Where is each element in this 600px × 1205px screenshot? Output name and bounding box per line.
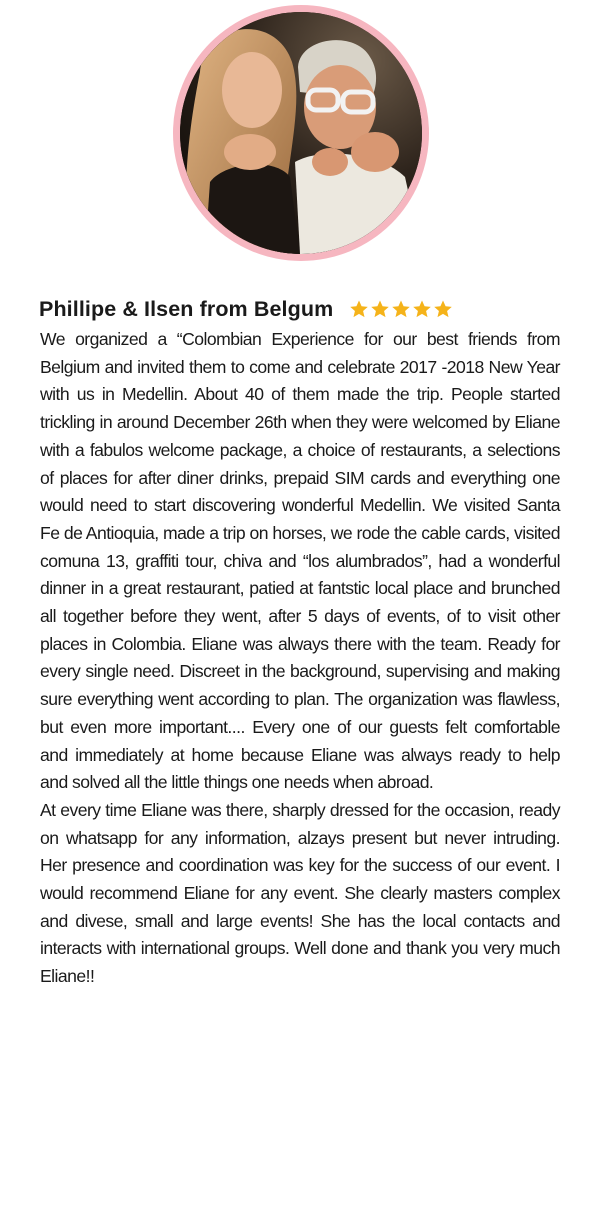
star-icon [349,299,369,319]
reviewer-photo [180,12,422,254]
avatar [180,12,422,254]
review-paragraph: We organized a “Colombian Experience for our best friends from Belgium and invited them to come and celebrate 2017 -2018 New Year with us in Medellin. About 40 of them made the trip. People started trickling in around December 26th when they were welcomed by Eliane with a fabulos welcome package, a choice of restaurants, a selections of places for after diner drinks, prepaid SIM cards and everything one would need to start discovering wonderful Medellin. We visited Santa Fe de Antioquia, made a trip on horses, we rode the cable cards, visited comuna 13, graffiti tour, chiva and “los alumbrados”, had a wonderful dinner in a great restaurant, patied at fantstic local place and brunched all together before they went, after 5 days of events, of to visit other places in Colombia. Eliane was always there with the team. Ready for every single need. Discreet in the background, supervising and making sure everything went according to plan. The organization was flawless, but even more important.... Every one of our guests felt comfortable and immediately at home because Eliane was always ready to help and solved all the little things one needs when abroad. [40,329,560,793]
star-icon [391,299,411,319]
review-header [39,294,569,324]
star-icon [370,299,390,319]
star-icon [433,299,453,319]
reviewer-name: Phillipe & Ilsen from Belgum [39,296,334,321]
star-rating [349,299,453,319]
review-paragraph: At every time Eliane was there, sharply dressed for the occasion, ready on whatsapp for any information, alzays present but never intruding. Her presence and coordination was key for the success of our event. I would recommend Eliane for any event. She clearly masters complex and divese, small and large events! She has the local contacts and interacts with international groups. Well done and thank you very much Eliane!! [40,799,560,987]
review-text [40,326,560,991]
star-icon [412,299,432,319]
avatar-ring [173,5,429,261]
